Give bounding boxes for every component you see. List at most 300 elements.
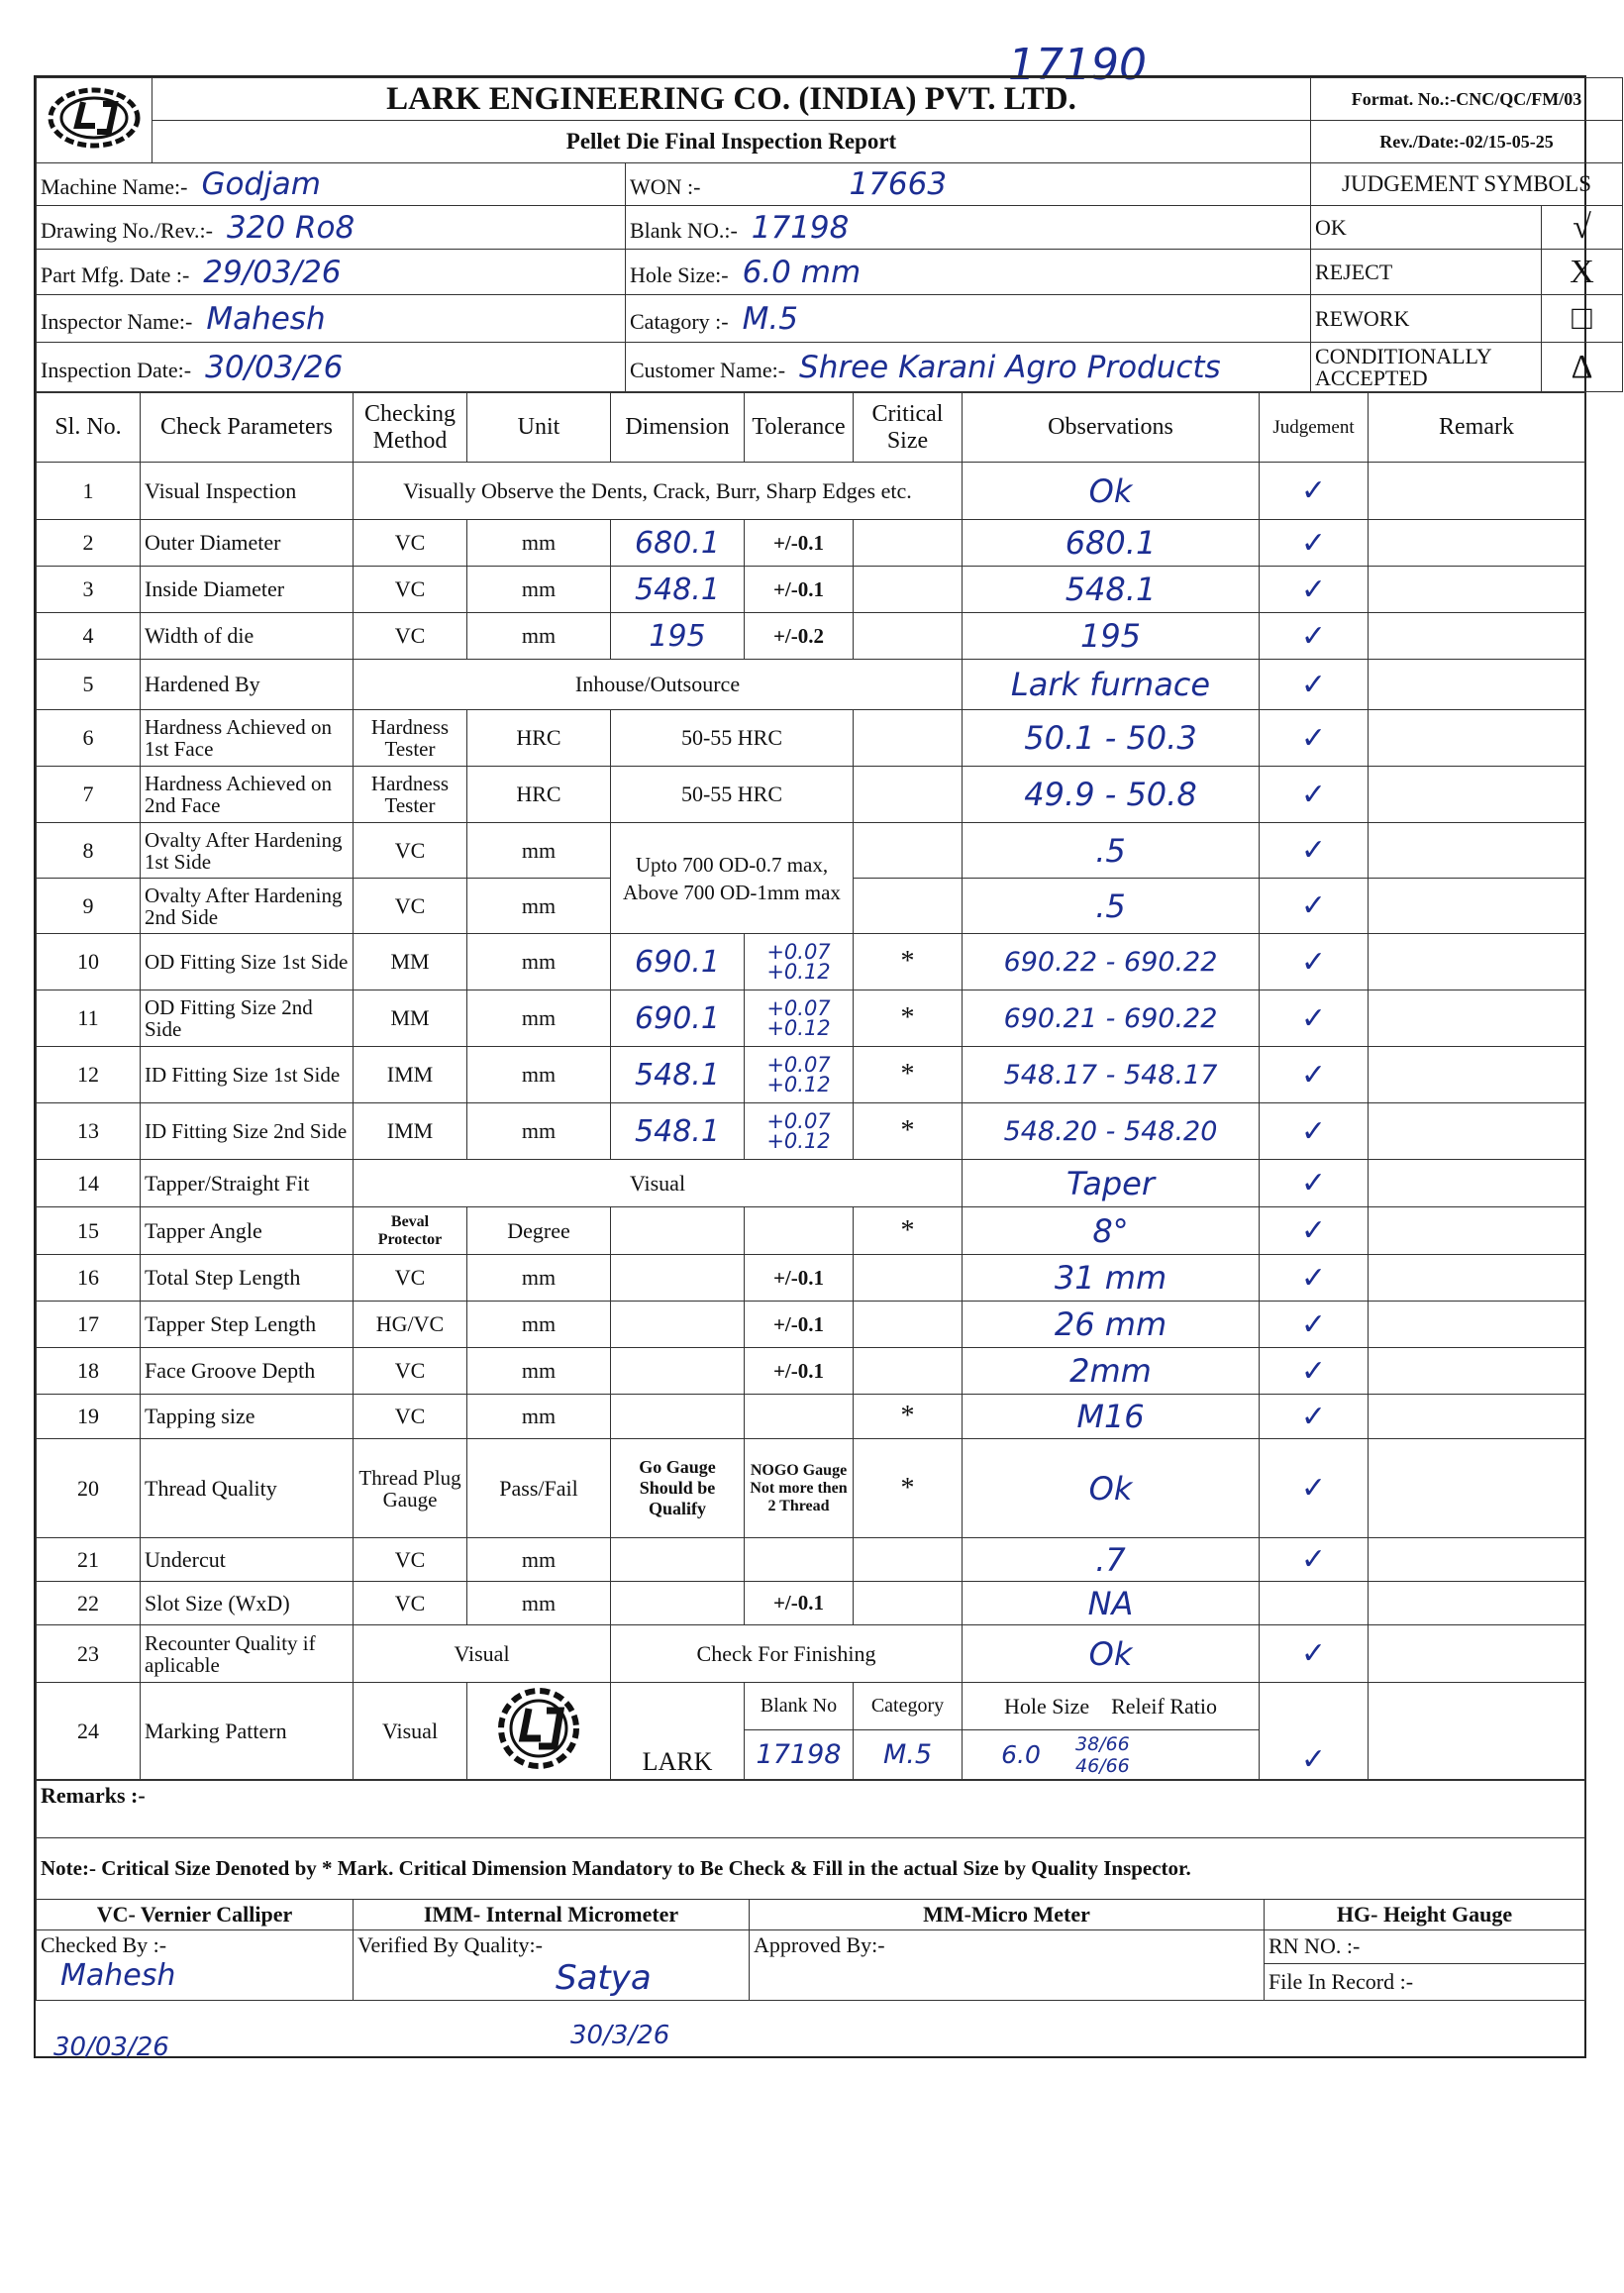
row-parameter: Hardened By bbox=[141, 660, 354, 710]
table-row bbox=[37, 1348, 1585, 1395]
table-row bbox=[37, 1683, 1585, 1730]
category-value: M.5 bbox=[742, 300, 798, 337]
row-description: Visually Observe the Dents, Crack, Burr, Sharp Edges etc. bbox=[354, 463, 963, 520]
row-dimension: 680.1 bbox=[611, 520, 745, 567]
row-unit: mm bbox=[467, 1302, 611, 1348]
row-number: 23 bbox=[37, 1625, 141, 1683]
row-method: VC bbox=[354, 1538, 467, 1582]
row-judgement: ✓ bbox=[1260, 613, 1369, 660]
row-unit: mm bbox=[467, 879, 611, 934]
row-parameter: Visual Inspection bbox=[141, 463, 354, 520]
row-number: 1 bbox=[37, 463, 141, 520]
row-number: 7 bbox=[37, 767, 141, 823]
row-parameter: ID Fitting Size 1st Side bbox=[141, 1047, 354, 1103]
col-dimension: Dimension bbox=[611, 393, 745, 463]
row-unit: mm bbox=[467, 1348, 611, 1395]
row-parameter: Marking Pattern bbox=[141, 1683, 354, 1780]
report-title: Pellet Die Final Inspection Report bbox=[152, 121, 1311, 163]
row-spec: 50-55 HRC bbox=[611, 710, 854, 767]
col-tolerance: Tolerance bbox=[745, 393, 854, 463]
row-number: 9 bbox=[37, 879, 141, 934]
row-observation: 26 mm bbox=[963, 1302, 1260, 1348]
col-check-parameters: Check Parameters bbox=[141, 393, 354, 463]
nogo-gauge-spec: NOGO Gauge Not more then 2 Thread bbox=[745, 1439, 854, 1538]
row-dimension: 548.1 bbox=[611, 1103, 745, 1160]
inspector-label: Inspector Name:- bbox=[41, 308, 193, 334]
reject-label: REJECT bbox=[1311, 250, 1542, 295]
conditionally-accepted-label: CONDITIONALLY ACCEPTED bbox=[1311, 343, 1542, 392]
marking-blank-header: Blank No bbox=[745, 1683, 854, 1730]
machine-name-label: Machine Name:- bbox=[41, 174, 188, 199]
row-observation: .5 bbox=[963, 879, 1260, 934]
row-spec: 50-55 HRC bbox=[611, 767, 854, 823]
col-unit: Unit bbox=[467, 393, 611, 463]
row-judgement: ✓ bbox=[1260, 567, 1369, 613]
tolerance-upper: +0.12 bbox=[766, 1073, 831, 1096]
row-judgement: ✓ bbox=[1260, 1255, 1369, 1302]
row-critical bbox=[854, 823, 963, 879]
row-critical: * bbox=[854, 1103, 963, 1160]
won-value: 17663 bbox=[849, 166, 948, 202]
row-method: MM bbox=[354, 934, 467, 990]
row-method: Hardness Tester bbox=[354, 710, 467, 767]
hole-size-value: 6.0 mm bbox=[742, 254, 862, 290]
row-dimension: 195 bbox=[611, 613, 745, 660]
table-row bbox=[37, 934, 1585, 990]
row-observation: 548.17 - 548.17 bbox=[963, 1047, 1260, 1103]
row-judgement bbox=[1260, 1582, 1369, 1625]
row-number: 13 bbox=[37, 1103, 141, 1160]
legend-height-gauge: HG- Height Gauge bbox=[1265, 1900, 1585, 1930]
marking-hole-relief-header bbox=[963, 1683, 1260, 1730]
marking-relief-value-1: 38/66 bbox=[1075, 1732, 1130, 1755]
row-tolerance: +/-0.1 bbox=[745, 567, 854, 613]
row-parameter: Hardness Achieved on 1st Face bbox=[141, 710, 354, 767]
ovalty-spec: Upto 700 OD-0.7 max, Above 700 OD-1mm max bbox=[611, 823, 854, 934]
table-row bbox=[37, 520, 1585, 567]
row-unit: mm bbox=[467, 613, 611, 660]
row-number: 21 bbox=[37, 1538, 141, 1582]
row-remark bbox=[1369, 1348, 1585, 1395]
row-unit: mm bbox=[467, 1255, 611, 1302]
row-number: 22 bbox=[37, 1582, 141, 1625]
go-gauge-spec: Go Gauge Should be Qualify bbox=[611, 1439, 745, 1538]
row-dimension bbox=[611, 1538, 745, 1582]
row-dimension: 548.1 bbox=[611, 1047, 745, 1103]
row-parameter: Ovalty After Hardening 2nd Side bbox=[141, 879, 354, 934]
verified-by-cell bbox=[354, 1930, 750, 2001]
row-remark bbox=[1369, 520, 1585, 567]
row-parameter: OD Fitting Size 1st Side bbox=[141, 934, 354, 990]
hole-size-label: Hole Size:- bbox=[630, 261, 729, 287]
tolerance-upper: +0.12 bbox=[766, 1016, 831, 1040]
row-unit: mm bbox=[467, 823, 611, 879]
critical-size-note: Note:- Critical Size Denoted by * Mark. Critical Dimension Mandatory to Be Check & Fill in the actual Size by Quality Inspector. bbox=[37, 1838, 1585, 1900]
row-judgement: ✓ bbox=[1260, 1625, 1369, 1683]
judgement-symbols-title: JUDGEMENT SYMBOLS bbox=[1311, 163, 1623, 206]
row-remark bbox=[1369, 1683, 1585, 1780]
inspection-table bbox=[36, 392, 1585, 1780]
legend-internal-micrometer: IMM- Internal Micrometer bbox=[354, 1900, 750, 1930]
row-unit: mm bbox=[467, 1103, 611, 1160]
table-row bbox=[37, 1103, 1585, 1160]
row-dimension: 690.1 bbox=[611, 990, 745, 1047]
row-judgement: ✓ bbox=[1260, 1160, 1369, 1207]
row-unit: mm bbox=[467, 1395, 611, 1439]
company-logo bbox=[37, 78, 152, 163]
row-remark bbox=[1369, 1395, 1585, 1439]
row-critical bbox=[854, 1538, 963, 1582]
row-remark bbox=[1369, 934, 1585, 990]
row-method: Visual bbox=[354, 1683, 467, 1780]
row-unit: Degree bbox=[467, 1207, 611, 1255]
row-remark bbox=[1369, 1302, 1585, 1348]
table-row bbox=[37, 1395, 1585, 1439]
row-judgement: ✓ bbox=[1260, 879, 1369, 934]
row-remark bbox=[1369, 567, 1585, 613]
row-critical bbox=[854, 520, 963, 567]
row-method: Thread Plug Gauge bbox=[354, 1439, 467, 1538]
row-number: 8 bbox=[37, 823, 141, 879]
verified-by-label: Verified By Quality:- bbox=[357, 1932, 543, 1957]
row-observation: 690.21 - 690.22 bbox=[963, 990, 1260, 1047]
row-observation: Taper bbox=[963, 1160, 1260, 1207]
row-parameter: Thread Quality bbox=[141, 1439, 354, 1538]
row-parameter: Ovalty After Hardening 1st Side bbox=[141, 823, 354, 879]
legend-vernier: VC- Vernier Calliper bbox=[37, 1900, 354, 1930]
row-tolerance bbox=[745, 1103, 854, 1160]
row-tolerance bbox=[745, 1538, 854, 1582]
row-judgement: ✓ bbox=[1260, 710, 1369, 767]
row-tolerance: +/-0.2 bbox=[745, 613, 854, 660]
remarks-label: Remarks :- bbox=[37, 1781, 1585, 1838]
row-remark bbox=[1369, 710, 1585, 767]
row-judgement: ✓ bbox=[1260, 1439, 1369, 1538]
marking-blank-value: 17198 bbox=[745, 1730, 854, 1780]
row-observation: 548.20 - 548.20 bbox=[963, 1103, 1260, 1160]
legend-micrometer: MM-Micro Meter bbox=[750, 1900, 1265, 1930]
row-judgement: ✓ bbox=[1260, 1538, 1369, 1582]
table-row bbox=[37, 1207, 1585, 1255]
customer-label: Customer Name:- bbox=[630, 357, 786, 382]
row-parameter: Slot Size (WxD) bbox=[141, 1582, 354, 1625]
table-row bbox=[37, 613, 1585, 660]
column-header-row bbox=[37, 393, 1585, 463]
row-remark bbox=[1369, 767, 1585, 823]
checked-by-cell bbox=[37, 1930, 354, 2001]
row-observation: 680.1 bbox=[963, 520, 1260, 567]
row-number: 5 bbox=[37, 660, 141, 710]
row-critical bbox=[854, 567, 963, 613]
row-remark bbox=[1369, 1439, 1585, 1538]
row-tolerance bbox=[745, 990, 854, 1047]
row-remark bbox=[1369, 1160, 1585, 1207]
tolerance-upper: +0.12 bbox=[766, 1129, 831, 1153]
row-judgement: ✓ bbox=[1260, 767, 1369, 823]
row-judgement: ✓ bbox=[1260, 520, 1369, 567]
row-critical bbox=[854, 767, 963, 823]
row-judgement: ✓ bbox=[1260, 823, 1369, 879]
row-parameter: Inside Diameter bbox=[141, 567, 354, 613]
table-row bbox=[37, 1582, 1585, 1625]
row-method: Beval Protector bbox=[354, 1207, 467, 1255]
machine-name-value: Godjam bbox=[201, 166, 321, 202]
row-method: VC bbox=[354, 1348, 467, 1395]
col-remark: Remark bbox=[1369, 393, 1585, 463]
row-unit: mm bbox=[467, 567, 611, 613]
row-tolerance: +/-0.1 bbox=[745, 1302, 854, 1348]
row-number: 24 bbox=[37, 1683, 141, 1780]
table-row bbox=[37, 1302, 1585, 1348]
row-unit: mm bbox=[467, 934, 611, 990]
row-critical: * bbox=[854, 1395, 963, 1439]
row-remark bbox=[1369, 1207, 1585, 1255]
mfg-date-value: 29/03/26 bbox=[203, 254, 342, 290]
row-number: 12 bbox=[37, 1047, 141, 1103]
row-parameter: Undercut bbox=[141, 1538, 354, 1582]
row-remark bbox=[1369, 1047, 1585, 1103]
ok-symbol: √ bbox=[1542, 206, 1623, 250]
row-observation: Lark furnace bbox=[963, 660, 1260, 710]
tolerance-lower: +0.07 bbox=[766, 996, 831, 1020]
category-label: Catagory :- bbox=[630, 308, 729, 334]
row-parameter: Recounter Quality if aplicable bbox=[141, 1625, 354, 1683]
row-dimension bbox=[611, 1582, 745, 1625]
row-observation: .5 bbox=[963, 823, 1260, 879]
row-judgement: ✓ bbox=[1260, 934, 1369, 990]
row-number: 10 bbox=[37, 934, 141, 990]
table-row bbox=[37, 1439, 1585, 1538]
row-critical: * bbox=[854, 934, 963, 990]
row-number: 6 bbox=[37, 710, 141, 767]
row-critical: * bbox=[854, 1207, 963, 1255]
row-remark bbox=[1369, 660, 1585, 710]
row-critical bbox=[854, 1255, 963, 1302]
table-row bbox=[37, 1047, 1585, 1103]
checked-by-signature: Mahesh bbox=[60, 1958, 176, 1993]
rework-label: REWORK bbox=[1311, 295, 1542, 343]
marking-logo bbox=[467, 1683, 611, 1780]
reject-symbol: X bbox=[1542, 250, 1623, 295]
row-number: 15 bbox=[37, 1207, 141, 1255]
row-observation: 31 mm bbox=[963, 1255, 1260, 1302]
row-parameter: Tapping size bbox=[141, 1395, 354, 1439]
row-dimension bbox=[611, 1302, 745, 1348]
row-method: VC bbox=[354, 1395, 467, 1439]
blank-value: 17198 bbox=[751, 209, 850, 246]
col-checking-method: Checking Method bbox=[354, 393, 467, 463]
tolerance-lower: +0.07 bbox=[766, 1053, 831, 1077]
rn-number-label: RN NO. :- bbox=[1265, 1930, 1585, 1964]
row-unit: HRC bbox=[467, 767, 611, 823]
file-in-record-label: File In Record :- bbox=[1265, 1963, 1585, 2000]
row-dimension bbox=[611, 1395, 745, 1439]
row-critical bbox=[854, 613, 963, 660]
row-critical bbox=[854, 710, 963, 767]
row-remark bbox=[1369, 1255, 1585, 1302]
marking-hole-value: 6.0 bbox=[1001, 1739, 1041, 1769]
row-description: Visual bbox=[354, 1160, 963, 1207]
row-parameter: ID Fitting Size 2nd Side bbox=[141, 1103, 354, 1160]
tolerance-upper: +0.12 bbox=[766, 960, 831, 984]
verified-by-signature: Satya bbox=[556, 1958, 652, 1998]
approved-by-label: Approved By:- bbox=[750, 1930, 1265, 2001]
table-row bbox=[37, 1625, 1585, 1683]
col-sl-no: Sl. No. bbox=[37, 393, 141, 463]
table-row bbox=[37, 1255, 1585, 1302]
marking-relief-value-2: 46/66 bbox=[1075, 1754, 1130, 1777]
row-remark bbox=[1369, 823, 1585, 879]
row-unit: Pass/Fail bbox=[467, 1439, 611, 1538]
row-observation: NA bbox=[963, 1582, 1260, 1625]
row-judgement: ✓ bbox=[1260, 660, 1369, 710]
row-unit: mm bbox=[467, 520, 611, 567]
col-critical-size: Critical Size bbox=[854, 393, 963, 463]
rework-symbol: □ bbox=[1542, 295, 1623, 343]
row-number: 3 bbox=[37, 567, 141, 613]
row-judgement: ✓ bbox=[1260, 1047, 1369, 1103]
row-parameter: Tapper/Straight Fit bbox=[141, 1160, 354, 1207]
row-observation: 8° bbox=[963, 1207, 1260, 1255]
drawing-value: 320 Ro8 bbox=[226, 209, 355, 246]
row-critical bbox=[854, 1582, 963, 1625]
row-remark bbox=[1369, 1582, 1585, 1625]
row-observation: 548.1 bbox=[963, 567, 1260, 613]
row-parameter: Total Step Length bbox=[141, 1255, 354, 1302]
inspection-sheet bbox=[34, 75, 1594, 2062]
row-parameter: Hardness Achieved on 2nd Face bbox=[141, 767, 354, 823]
row-tolerance: +/-0.1 bbox=[745, 520, 854, 567]
marking-relief-header: Releif Ratio bbox=[1111, 1693, 1218, 1719]
row-number: 19 bbox=[37, 1395, 141, 1439]
row-parameter: Width of die bbox=[141, 613, 354, 660]
row-observation: 50.1 - 50.3 bbox=[963, 710, 1260, 767]
table-row bbox=[37, 990, 1585, 1047]
row-dimension: 548.1 bbox=[611, 567, 745, 613]
row-method: VC bbox=[354, 567, 467, 613]
row-remark bbox=[1369, 990, 1585, 1047]
table-row bbox=[37, 767, 1585, 823]
row-description: Inhouse/Outsource bbox=[354, 660, 963, 710]
row-unit: HRC bbox=[467, 710, 611, 767]
row-dimension bbox=[611, 1348, 745, 1395]
row-judgement: ✓ bbox=[1260, 1207, 1369, 1255]
row-judgement: ✓ bbox=[1260, 1302, 1369, 1348]
row-judgement: ✓ bbox=[1260, 990, 1369, 1047]
inspection-date-label: Inspection Date:- bbox=[41, 357, 192, 382]
row-method: IMM bbox=[354, 1047, 467, 1103]
tolerance-lower: +0.07 bbox=[766, 940, 831, 964]
table-row bbox=[37, 463, 1585, 520]
row-number: 2 bbox=[37, 520, 141, 567]
row-number: 20 bbox=[37, 1439, 141, 1538]
verified-by-date: 30/3/26 bbox=[570, 2021, 670, 2050]
row-method: MM bbox=[354, 990, 467, 1047]
row-method: IMM bbox=[354, 1103, 467, 1160]
row-parameter: Tapper Step Length bbox=[141, 1302, 354, 1348]
row-remark bbox=[1369, 879, 1585, 934]
inspector-value: Mahesh bbox=[206, 300, 326, 337]
row-tolerance: +/-0.1 bbox=[745, 1255, 854, 1302]
row-judgement: ✓ bbox=[1260, 1348, 1369, 1395]
marking-category-value: M.5 bbox=[854, 1730, 963, 1780]
row-remark bbox=[1369, 1625, 1585, 1683]
row-method: VC bbox=[354, 613, 467, 660]
row-remark bbox=[1369, 613, 1585, 660]
row-number: 4 bbox=[37, 613, 141, 660]
handwritten-reference-number: 17190 bbox=[1008, 40, 1147, 90]
row-tolerance bbox=[745, 1047, 854, 1103]
row-method: VC bbox=[354, 1255, 467, 1302]
table-row bbox=[37, 710, 1585, 767]
row-unit: mm bbox=[467, 1047, 611, 1103]
col-observations: Observations bbox=[963, 393, 1260, 463]
conditional-symbol: Δ bbox=[1542, 343, 1623, 392]
row-parameter: Face Groove Depth bbox=[141, 1348, 354, 1395]
row-unit: mm bbox=[467, 1582, 611, 1625]
table-row bbox=[37, 660, 1585, 710]
row-judgement: ✓ bbox=[1260, 1683, 1369, 1780]
row-method: VC bbox=[354, 520, 467, 567]
row-description: Check For Finishing bbox=[611, 1625, 963, 1683]
tolerance-lower: +0.07 bbox=[766, 1109, 831, 1133]
row-observation: Ok bbox=[963, 463, 1260, 520]
row-parameter: Outer Diameter bbox=[141, 520, 354, 567]
row-dimension bbox=[611, 1207, 745, 1255]
row-tolerance bbox=[745, 1395, 854, 1439]
won-label: WON :- bbox=[630, 174, 701, 199]
row-tolerance bbox=[745, 934, 854, 990]
revision-date: Rev./Date:-02/15-05-25 bbox=[1311, 121, 1623, 163]
row-judgement: ✓ bbox=[1260, 1395, 1369, 1439]
table-row bbox=[37, 1160, 1585, 1207]
row-tolerance bbox=[745, 1207, 854, 1255]
row-tolerance: +/-0.1 bbox=[745, 1348, 854, 1395]
format-number: Format. No.:-CNC/QC/FM/03 bbox=[1311, 78, 1623, 121]
row-critical: * bbox=[854, 1047, 963, 1103]
checked-by-label: Checked By :- bbox=[41, 1932, 167, 1957]
row-method: Visual bbox=[354, 1625, 611, 1683]
row-number: 14 bbox=[37, 1160, 141, 1207]
row-dimension bbox=[611, 1255, 745, 1302]
row-remark bbox=[1369, 463, 1585, 520]
row-observation: .7 bbox=[963, 1538, 1260, 1582]
row-tolerance: +/-0.1 bbox=[745, 1582, 854, 1625]
header-table bbox=[36, 77, 1623, 392]
row-remark bbox=[1369, 1538, 1585, 1582]
row-critical bbox=[854, 1348, 963, 1395]
mfg-date-label: Part Mfg. Date :- bbox=[41, 261, 190, 287]
row-number: 16 bbox=[37, 1255, 141, 1302]
row-observation: Ok bbox=[963, 1625, 1260, 1683]
col-judgement: Judgement bbox=[1260, 393, 1369, 463]
ok-label: OK bbox=[1311, 206, 1542, 250]
row-method: HG/VC bbox=[354, 1302, 467, 1348]
company-name: LARK ENGINEERING CO. (INDIA) PVT. LTD. bbox=[152, 78, 1311, 121]
row-remark bbox=[1369, 1103, 1585, 1160]
row-observation: Ok bbox=[963, 1439, 1260, 1538]
row-observation: 2mm bbox=[963, 1348, 1260, 1395]
row-critical bbox=[854, 1302, 963, 1348]
blank-label: Blank NO.:- bbox=[630, 217, 738, 243]
row-observation: M16 bbox=[963, 1395, 1260, 1439]
row-number: 11 bbox=[37, 990, 141, 1047]
row-method: VC bbox=[354, 823, 467, 879]
row-judgement: ✓ bbox=[1260, 463, 1369, 520]
row-parameter: OD Fitting Size 2nd Side bbox=[141, 990, 354, 1047]
row-method: VC bbox=[354, 879, 467, 934]
gear-logo-icon bbox=[46, 86, 143, 150]
